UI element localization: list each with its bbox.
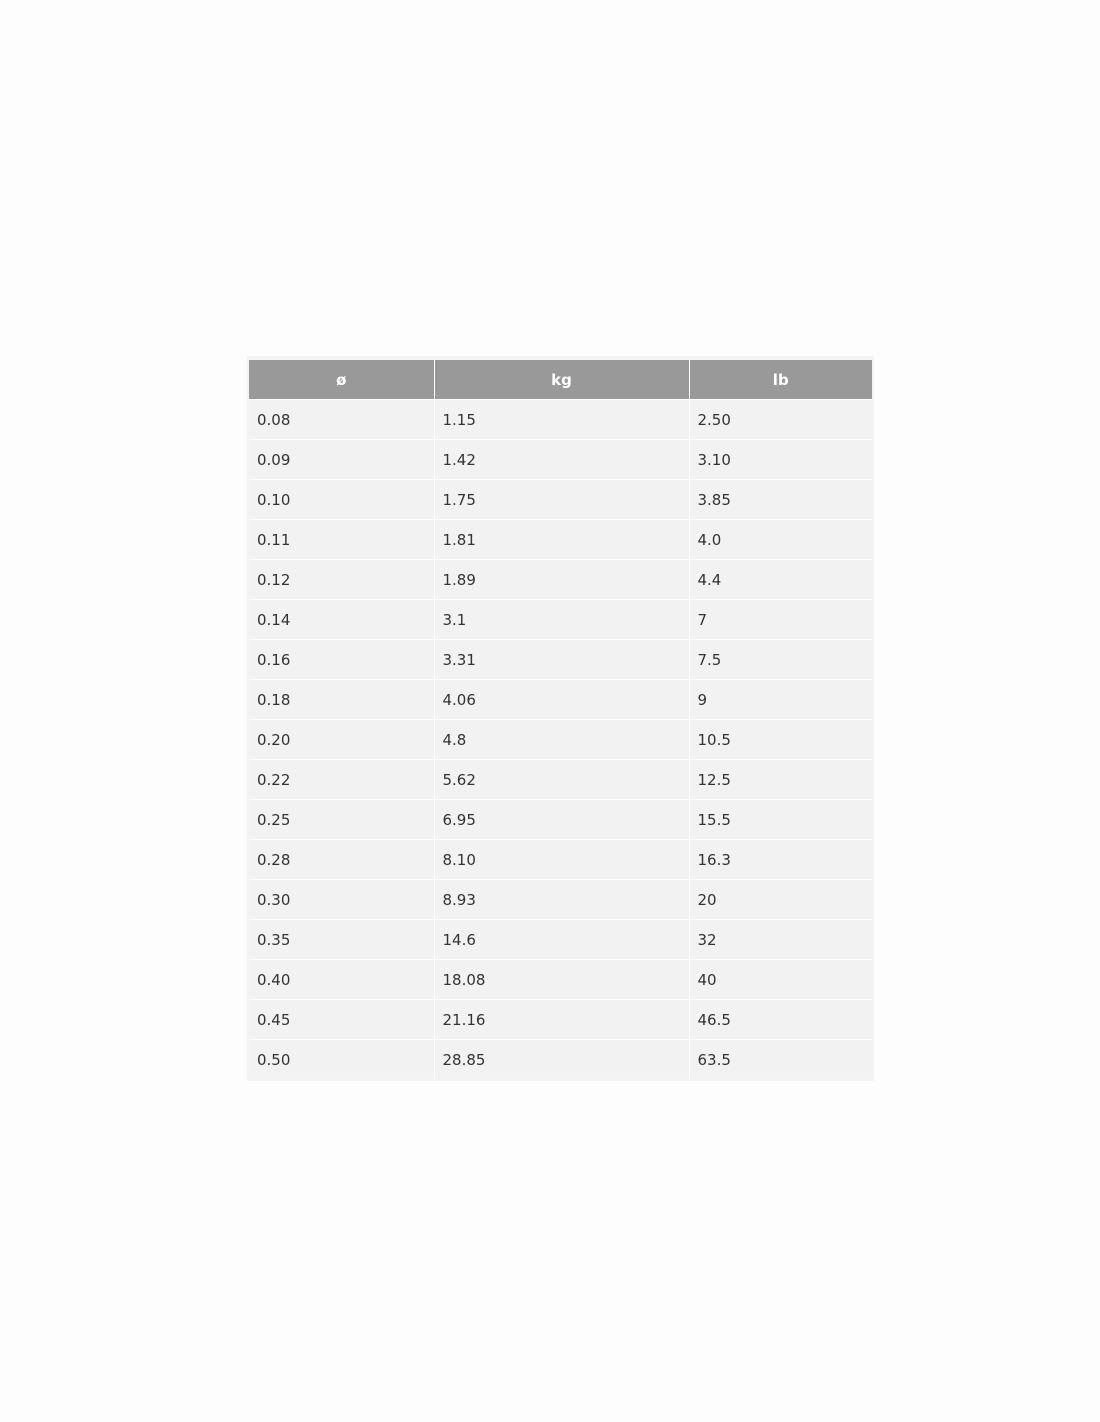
diameter-cell: 0.20	[249, 720, 434, 760]
lb-cell: 10.5	[689, 720, 872, 760]
kg-cell: 8.93	[434, 880, 689, 920]
table-row	[249, 600, 872, 640]
table-row	[249, 1000, 872, 1040]
table-row	[249, 840, 872, 880]
diameter-cell: 0.50	[249, 1040, 434, 1080]
diameter-cell: 0.35	[249, 920, 434, 960]
diameter-cell: 0.12	[249, 560, 434, 600]
diameter-cell: 0.40	[249, 960, 434, 1000]
diameter-cell: 0.28	[249, 840, 434, 880]
kg-cell: 1.15	[434, 400, 689, 440]
kg-cell: 1.42	[434, 440, 689, 480]
table-header	[249, 360, 872, 400]
lb-cell: 3.10	[689, 440, 872, 480]
table-row	[249, 400, 872, 440]
lb-cell: 40	[689, 960, 872, 1000]
table-row	[249, 880, 872, 920]
kg-cell: 4.8	[434, 720, 689, 760]
diameter-cell: 0.09	[249, 440, 434, 480]
lb-cell: 4.4	[689, 560, 872, 600]
kg-cell: 6.95	[434, 800, 689, 840]
kg-cell: 5.62	[434, 760, 689, 800]
lb-cell: 15.5	[689, 800, 872, 840]
table-row	[249, 920, 872, 960]
line-strength-table	[249, 360, 872, 1079]
lb-cell: 32	[689, 920, 872, 960]
kg-cell: 21.16	[434, 1000, 689, 1040]
header-kg: kg	[434, 360, 689, 400]
table-row	[249, 720, 872, 760]
lb-cell: 4.0	[689, 520, 872, 560]
table-row	[249, 800, 872, 840]
table-row	[249, 680, 872, 720]
table-header-row	[249, 360, 872, 400]
table-row	[249, 560, 872, 600]
lb-cell: 9	[689, 680, 872, 720]
lb-cell: 20	[689, 880, 872, 920]
header-lb: lb	[689, 360, 872, 400]
lb-cell: 7	[689, 600, 872, 640]
diameter-cell: 0.10	[249, 480, 434, 520]
lb-cell: 46.5	[689, 1000, 872, 1040]
diameter-cell: 0.14	[249, 600, 434, 640]
lb-cell: 3.85	[689, 480, 872, 520]
lb-cell: 16.3	[689, 840, 872, 880]
kg-cell: 1.81	[434, 520, 689, 560]
diameter-cell: 0.11	[249, 520, 434, 560]
table-row	[249, 1040, 872, 1080]
kg-cell: 4.06	[434, 680, 689, 720]
lb-cell: 2.50	[689, 400, 872, 440]
kg-cell: 1.89	[434, 560, 689, 600]
kg-cell: 28.85	[434, 1040, 689, 1080]
table-row	[249, 640, 872, 680]
lb-cell: 7.5	[689, 640, 872, 680]
diameter-cell: 0.08	[249, 400, 434, 440]
table-row	[249, 440, 872, 480]
table-row	[249, 960, 872, 1000]
diameter-cell: 0.25	[249, 800, 434, 840]
diameter-cell: 0.30	[249, 880, 434, 920]
table-row	[249, 480, 872, 520]
kg-cell: 8.10	[434, 840, 689, 880]
table-row	[249, 760, 872, 800]
diameter-cell: 0.45	[249, 1000, 434, 1040]
kg-cell: 3.1	[434, 600, 689, 640]
diameter-cell: 0.22	[249, 760, 434, 800]
kg-cell: 3.31	[434, 640, 689, 680]
header-diameter: ø	[249, 360, 434, 400]
lb-cell: 63.5	[689, 1040, 872, 1080]
diameter-cell: 0.18	[249, 680, 434, 720]
kg-cell: 1.75	[434, 480, 689, 520]
line-strength-table-container	[247, 356, 874, 1081]
table-row	[249, 520, 872, 560]
kg-cell: 14.6	[434, 920, 689, 960]
lb-cell: 12.5	[689, 760, 872, 800]
kg-cell: 18.08	[434, 960, 689, 1000]
diameter-cell: 0.16	[249, 640, 434, 680]
table-body	[249, 400, 872, 1080]
